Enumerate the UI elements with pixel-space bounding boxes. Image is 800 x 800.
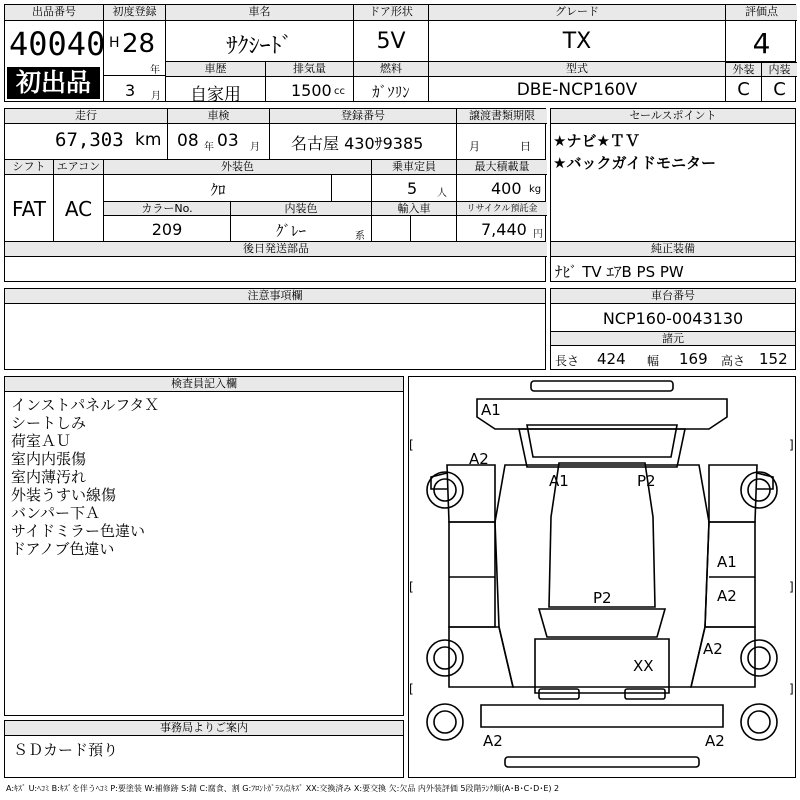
notes-label: 注意事項欄: [5, 289, 545, 304]
first-reg-era: H: [109, 35, 120, 51]
height-label: 高さ: [721, 354, 746, 368]
displacement-label: 排気量: [266, 62, 353, 77]
inspector-line: 荷室ＡＵ: [11, 432, 72, 450]
damage-mark: A1: [549, 472, 569, 490]
capacity-unit: 人: [437, 188, 447, 199]
inspection-label: 車検: [168, 109, 269, 124]
length-value: 424: [597, 350, 626, 368]
first-reg-month-unit: 月: [151, 91, 161, 102]
lot-label: 出品番号: [5, 5, 103, 21]
transfer-day-unit: 日: [520, 140, 531, 153]
first-reg-year: 28: [122, 29, 156, 59]
first-reg-month: 3: [125, 81, 136, 100]
svg-text:[: [: [409, 580, 414, 594]
damage-mark: A2: [483, 732, 503, 750]
svg-text:]: ]: [789, 682, 794, 696]
score-value: 4: [752, 27, 771, 60]
int-color-label: 内装色: [231, 202, 371, 216]
damage-mark: A2: [717, 587, 737, 605]
recycle-label: リサイクル預託金: [457, 202, 547, 216]
damage-mark: P2: [637, 472, 656, 490]
displacement-unit: cc: [334, 86, 345, 97]
capacity-label: 乗車定員: [372, 160, 456, 175]
chassis-block: [550, 288, 796, 370]
inspector-line: 室内内張傷: [11, 450, 87, 468]
damage-mark: P2: [593, 589, 612, 607]
legend-footer: A:ｷｽﾞ U:ﾍｺﾐ B:ｷｽﾞを伴うﾍｺﾐ P:要塗装 W:補修跡 S:錆 C:腐食、割 G:ﾌﾛﾝﾄｶﾞﾗｽ点ｷｽﾞ XX:交換済み X:要交換 欠:欠品 内外装評価 5段階ﾗﾝｸ順(A･B･C･D･E) 2: [6, 784, 560, 793]
lot-number: 40040: [9, 25, 106, 63]
int-color-value: ｸﾞﾚｰ: [275, 222, 306, 240]
transfer-month-unit: 月: [469, 140, 480, 153]
aircon-label: エアコン: [54, 160, 103, 175]
inspector-line: インストパネルフタＸ: [11, 396, 160, 414]
inspector-label: 検査員記入欄: [5, 377, 403, 392]
score-label: 評価点: [726, 5, 797, 21]
exterior-grade-label: 外装: [726, 62, 761, 77]
inspector-line: シートしみ: [11, 414, 87, 432]
history-value: 自家用: [190, 85, 241, 105]
office-block: [4, 720, 404, 778]
door-value: 5V: [376, 29, 406, 54]
damage-mark: XX: [633, 657, 654, 675]
model-value: DBE-NCP160V: [516, 80, 638, 100]
mileage-unit: km: [135, 130, 162, 150]
inspector-line: 外装うすい線傷: [11, 486, 117, 504]
inspection-year: 08: [177, 131, 199, 151]
inspector-line: バンパー下Ａ: [11, 504, 100, 522]
max-load-label: 最大積載量: [457, 160, 547, 175]
office-value: ＳＤカード預り: [13, 741, 119, 759]
svg-text:[: [: [409, 682, 414, 696]
inspector-line: サイドミラー色違い: [11, 522, 145, 540]
damage-mark: A2: [703, 640, 723, 658]
capacity-value: 5: [407, 179, 418, 198]
recycle-unit: 円: [533, 229, 543, 240]
damage-diagram: [408, 376, 796, 778]
later-parts-label: 後日発送部品: [5, 242, 547, 257]
import-label: 輸入車: [372, 202, 456, 216]
sales-point-2: ★バックガイドモニター: [553, 154, 716, 172]
svg-text:]: ]: [789, 580, 794, 594]
plate-value: 名古屋 430ｻ9385: [291, 134, 424, 153]
interior-grade-value: C: [773, 79, 786, 100]
interior-grade-label: 内装: [762, 62, 797, 77]
height-value: 152: [759, 350, 788, 368]
exterior-grade-value: C: [737, 79, 750, 100]
sales-point-1: ★ナビ★ＴＶ: [553, 132, 640, 150]
ext-color-label: 外装色: [104, 160, 371, 175]
svg-text:[: [: [409, 438, 414, 452]
inspection-month: 03: [217, 131, 239, 151]
shift-value: FAT: [11, 197, 46, 221]
length-label: 長さ: [555, 354, 580, 368]
damage-mark: A2: [705, 732, 725, 750]
inspector-line: 室内薄汚れ: [11, 468, 87, 486]
chassis-label: 車台番号: [551, 289, 795, 304]
top-header-block: [4, 4, 796, 105]
inspector-line: ドアノブ色違い: [11, 540, 115, 558]
grade-label: グレード: [429, 5, 725, 21]
mileage-label: 走行: [5, 109, 167, 124]
width-value: 169: [679, 350, 708, 368]
sales-points-label: セールスポイント: [551, 109, 795, 124]
chassis-value: NCP160-0043130: [602, 309, 744, 328]
aircon-value: AC: [64, 197, 93, 221]
equipment-label: 純正装備: [551, 242, 795, 257]
damage-mark: A1: [717, 553, 737, 571]
spec-block: [4, 108, 546, 282]
int-color-unit: 系: [355, 231, 365, 242]
fuel-value: ｶﾞｿﾘﾝ: [372, 83, 410, 101]
first-reg-label: 初度登録: [104, 5, 165, 21]
door-label: ドア形状: [354, 5, 428, 21]
grade-value: TX: [562, 29, 592, 54]
car-outline-diagram: [409, 377, 795, 777]
width-label: 幅: [647, 354, 660, 368]
notes-block: [4, 288, 546, 370]
history-label: 車歴: [166, 62, 265, 77]
inspector-block: [4, 376, 404, 716]
damage-mark: A2: [469, 450, 489, 468]
first-reg-year-unit: 年: [150, 65, 160, 76]
model-label: 型式: [429, 62, 725, 77]
recycle-value: 7,440: [481, 220, 527, 239]
displacement-value: 1500: [291, 81, 332, 100]
first-listing-badge: 初出品: [7, 67, 100, 99]
ext-color-value: ｸﾛ: [210, 181, 226, 199]
color-no-value: 209: [151, 220, 183, 239]
max-load-value: 400: [491, 179, 522, 198]
damage-mark: A1: [481, 401, 501, 419]
sales-points-block: [550, 108, 796, 282]
color-no-label: カラーNo.: [104, 202, 230, 216]
transfer-label: 譲渡書類期限: [457, 109, 547, 124]
shift-label: シフト: [5, 160, 53, 175]
max-load-unit: kg: [529, 184, 542, 195]
equipment-value: ﾅﾋﾞ TV ｴｱB PS PW: [555, 263, 684, 281]
fuel-label: 燃料: [354, 62, 428, 77]
plate-label: 登録番号: [270, 109, 456, 124]
svg-text:]: ]: [789, 438, 794, 452]
inspection-month-unit: 月: [250, 142, 260, 153]
dims-label: 諸元: [551, 332, 795, 346]
mileage-value: 67,303: [55, 129, 124, 151]
car-name-label: 車名: [166, 5, 353, 21]
car-name-value: ｻｸｼｰﾄﾞ: [226, 34, 293, 59]
office-label: 事務局よりご案内: [5, 721, 403, 736]
inspection-year-unit: 年: [204, 142, 214, 153]
inspector-lines: [11, 396, 159, 558]
